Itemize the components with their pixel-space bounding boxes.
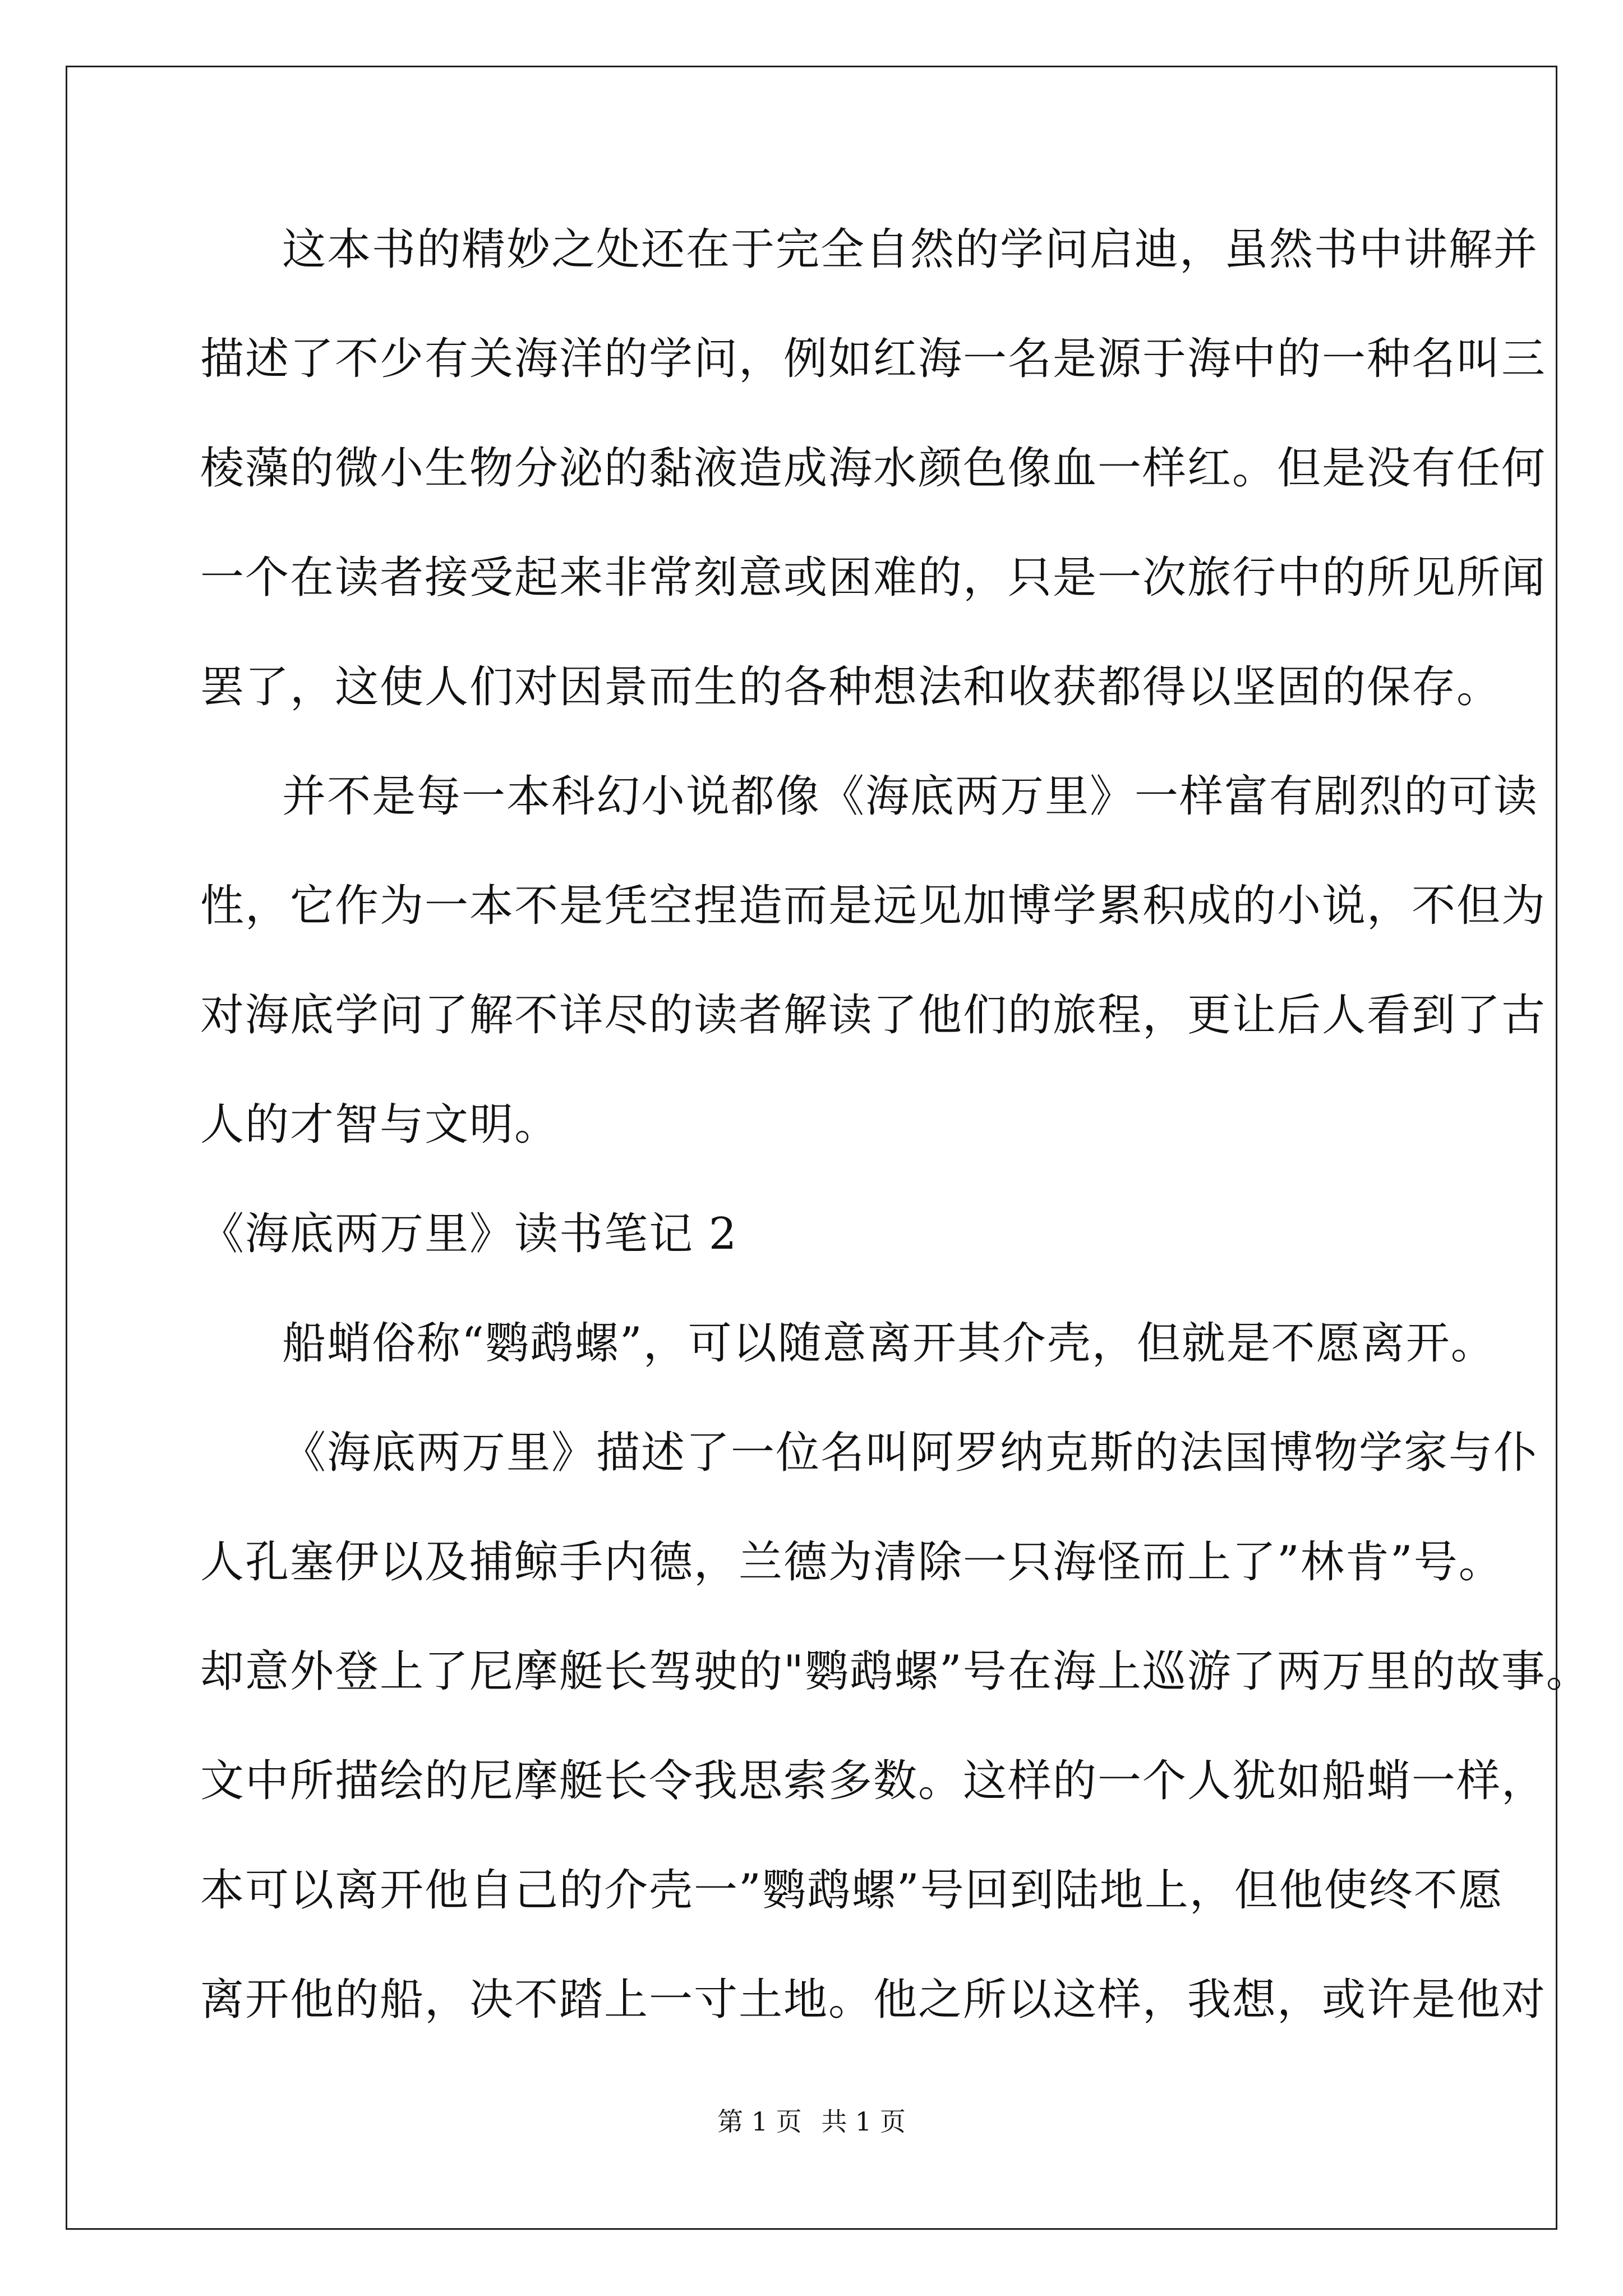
page-number: 第 1 页 (717, 2106, 802, 2137)
paragraph-1-line-1: 这本书的精妙之处还在于完全自然的学问启迪，虽然书中讲解并 (282, 224, 1539, 275)
paragraph-1-line-2: 描述了不少有关海洋的学问，例如红海一名是源于海中的一种名叫三 (200, 334, 1547, 384)
paragraph-4-line-2: 人孔塞伊以及捕鲸手内德，兰德为清除一只海怪而上了”林肯”号。 (200, 1537, 1504, 1588)
paragraph-4-line-6: 离开他的船，决不踏上一寸土地。他之所以这样，我想，或许是他对 (200, 1975, 1547, 2025)
section-heading: 《海底两万里》读书笔记 2 (200, 1209, 738, 1259)
page-footer (0, 2105, 1623, 2138)
paragraph-2-line-3: 对海底学问了解不详尽的读者解读了他们的旅程，更让后人看到了古 (200, 990, 1547, 1041)
paragraph-1-line-3: 棱藻的微小生物分泌的黏液造成海水颜色像血一样红。但是没有任何 (200, 443, 1547, 494)
paragraph-4-line-4: 文中所描绘的尼摩艇长令我思索多数。这样的一个人犹如船蛸一样， (200, 1756, 1547, 1806)
paragraph-4-line-1: 《海底两万里》描述了一位名叫阿罗纳克斯的法国博物学家与仆 (282, 1428, 1539, 1478)
paragraph-1-line-4: 一个在读者接受起来非常刻意或困难的，只是一次旅行中的所见所闻 (200, 553, 1547, 603)
total-pages: 共 1 页 (821, 2106, 906, 2137)
paragraph-2-line-4: 人的才智与文明。 (200, 1099, 560, 1150)
paragraph-4-line-5: 本可以离开他自己的介壳一”鹦鹉螺”号回到陆地上，但他使终不愿 (200, 1865, 1504, 1916)
paragraph-3-line-1: 船蛸俗称“鹦鹉螺”，可以随意离开其介壳，但就是不愿离开。 (282, 1318, 1496, 1369)
paragraph-2-line-1: 并不是每一本科幻小说都像《海底两万里》一样富有剧烈的可读 (282, 771, 1539, 822)
paragraph-1-line-5: 罢了，这使人们对因景而生的各种想法和收获都得以坚固的保存。 (200, 662, 1502, 712)
paragraph-2-line-2: 性，它作为一本不是凭空捏造而是远见加博学累积成的小说，不但为 (200, 881, 1547, 931)
paragraph-4-line-3: 却意外登上了尼摩艇长驾驶的"鹦鹉螺”号在海上巡游了两万里的故事。 (200, 1646, 1591, 1697)
